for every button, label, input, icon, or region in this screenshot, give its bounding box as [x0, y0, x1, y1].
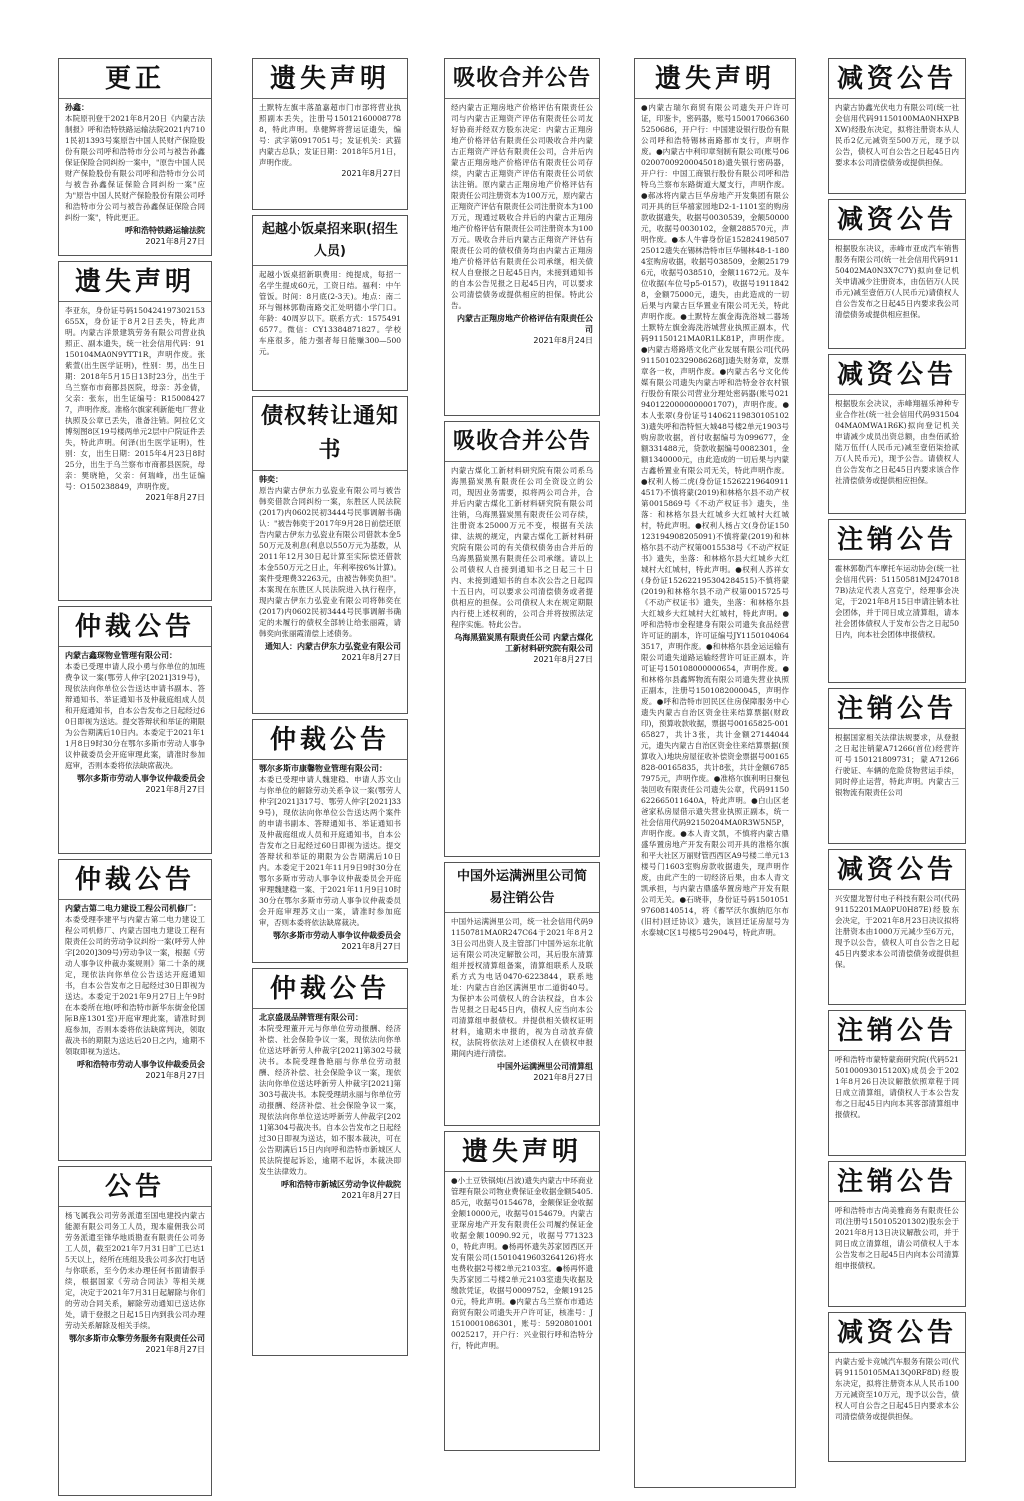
column-2	[252, 58, 408, 1361]
notice-title: 遗失声明	[269, 64, 390, 94]
divider	[445, 461, 599, 462]
divider	[829, 889, 965, 890]
divider	[445, 98, 599, 99]
divider	[59, 1206, 211, 1207]
notice-box	[58, 859, 212, 1161]
notice-title: 减资公告	[836, 205, 957, 235]
notice-title: 仲裁公告	[74, 612, 195, 642]
notice-box	[828, 58, 966, 194]
notice-title: 起越小饭桌招来职(招生人员)	[262, 222, 398, 259]
notice-signer: 呼和浩特铁路运输法院	[125, 226, 205, 235]
notice-body: 杨飞属我公司劳务派遣至国电建投内蒙古能源有限公司务工人员，现本雇佣我公司劳务派遣至锋华地质勘查有限责任公司务工人员，截至2021年7月31日旷工已达15天以上，经所在班组及我公司多次打电话与你联系，至今仍未办理任何书面请假手续，根据国家《劳动合同法》等相关规定，决定于2021年7月31日起解除与你们的劳动合同关系，解除劳动通知已送达你处，请于登报之日起15日内到我公司办理劳动关系解除及相关手续。	[65, 1211, 205, 1330]
notice-box	[58, 58, 212, 256]
divider	[59, 301, 211, 302]
divider	[253, 470, 407, 471]
notice-body: 内蒙古爱卡竞城汽车服务有限公司(代码91150105MA13Q0RF8D)经股东决定，拟将注册资本从人民币100万元减资至10万元，现予以公告，债权人可自公告之日起45日内要求本公司清偿债务或提供担保。	[835, 1357, 959, 1421]
notice-date: 2021年8月27日	[145, 493, 205, 502]
notice-addressee: 韩奕：	[259, 475, 283, 484]
divider	[829, 1201, 965, 1202]
divider	[829, 728, 965, 729]
notice-body: 根据股东会决议，赤峰翔福乐神种专业合作社(统一社会信用代码93150404MA0MWA1R6K)拟向登记机关申请减少成员出资总额，由叁佰贰拾陆万伍仟(人民币元)减至壹佰柒拾贰万(人民币元)，现予公告。请债权人自公告发布之日起45日内要求该合作社清偿债务或提供相应担保。	[835, 399, 959, 485]
notice-title: 注销公告	[836, 1016, 957, 1046]
notice-title: 遗失声明	[654, 64, 775, 94]
notice-body: 起越小饭桌招新职费用：纯提成，每招一名学生提成60元，工资日结。福利：中午管饭。时间：8月底(2-3天)。地点：南二环与锡林郭勒南路交汇处明德小学门口。年龄：40周岁以下。联系方式：15754916577。微信：CY13384871827。学校车座很多，能力强者每日能赚300—500元。	[259, 270, 401, 356]
notice-box	[252, 968, 408, 1356]
notice-signer: 鄂尔多斯市劳动人事争议仲裁委员会	[273, 931, 401, 940]
notice-box	[828, 1010, 966, 1156]
divider	[59, 899, 211, 900]
notice-signer: 呼和浩特市新城区劳动争议仲裁院	[281, 1180, 401, 1189]
divider	[829, 394, 965, 395]
notice-date: 2021年8月27日	[341, 169, 401, 178]
notice-title: 遗失声明	[461, 1137, 582, 1167]
notice-box	[828, 519, 966, 683]
divider	[445, 1171, 599, 1172]
notice-title: 仲裁公告	[269, 725, 390, 755]
notice-box	[634, 58, 796, 1488]
divider	[445, 912, 599, 913]
notice-box	[828, 688, 966, 844]
column-5	[828, 58, 966, 1467]
notice-box	[828, 1161, 966, 1307]
notice-body: 内蒙古协鑫光伏电力有限公司(统一社会信用代码91150100MA0NHXPBXW)经股东决定，拟将注册资本从人民币2亿元减资至500万元，现予以公告，债权人可自公告之日起45日内要求本公司清偿债务或提供担保。	[835, 103, 959, 167]
notice-box	[58, 1166, 212, 1496]
notice-box	[444, 862, 600, 1126]
notice-title: 仲裁公告	[269, 974, 390, 1004]
divider	[829, 1352, 965, 1353]
notice-box	[828, 1312, 966, 1462]
notice-addressee: 孙鑫：	[65, 103, 89, 112]
notice-box	[444, 421, 600, 857]
divider	[253, 759, 407, 760]
notice-title: 减资公告	[836, 360, 957, 390]
divider	[253, 1008, 407, 1009]
notice-title: 吸收合并公告	[452, 429, 591, 454]
notice-date: 2021年8月27日	[145, 785, 205, 794]
notice-body: 土默特左旗丰落盈嘉超市门市部将营业执照副本丢失，注册号150121600087788，特此声明。阜健辉将营运证遗失，编号：武字第0917051号；发证机关：武猫内蒙古总队；发证日期：2018年5月1日，声明作废。	[259, 103, 401, 167]
notice-body: 兴安盟龙智付电子科技有限公司(代码91152201MA0PU0H87E)经股东会决定，于2021年8月23日决议拟将注册资本由1000万元减少至6万元，现予以公告，债权人可自公告之日起45日内要求本公司清偿债务或提供担保。	[835, 894, 959, 969]
notice-date: 2021年8月27日	[145, 237, 205, 246]
divider	[829, 98, 965, 99]
notice-body: 本委已受理申请人魏建稳、申请人苏文山与你单位的解除劳动关系争议一案(鄂劳人仲字[2021]317号、鄂劳人仲字[2021]339号)，现依法向你单位公告送达两个案件的申请书副本、答辩通知书、举证通知书及仲裁庭组成人员和开庭通知书，自本公告发布之日起经过60日即视为送达。提交答辩状和举证的期限为公告期满后10日内。本委定于2021年11月9日9时30分在鄂尔多斯市劳动人事争议仲裁委员会开庭审理魏建稳一案、于2021年11月9日10时30分在鄂尔多斯市劳动人事争议仲裁委员会开庭审理苏文山一案，请准时参加庭审，否则本委将依法缺席裁决。	[259, 775, 401, 927]
notice-signer: 呼和浩特市劳动人事争议仲裁委员会	[77, 1060, 205, 1069]
notice-box	[828, 354, 966, 514]
notice-signer: 鄂尔多斯市劳动人事争议仲裁委员会	[77, 774, 205, 783]
notice-title: 遗失声明	[74, 267, 195, 297]
divider	[59, 646, 211, 647]
notice-body: 内蒙古煤化工新材料研究院有限公司系乌海黑猫炭黑有限责任公司全资设立的公司，现因业务需要，拟将两公司合并，合并后内蒙古煤化工新材料研究院有限公司注销，乌海黑猫炭黑有限责任公司存续，注册资本25000万元不变，根据有关法律、法规的规定，内蒙古煤化工新材料研究院有限公司的有关债权债务由合并后的乌海黑猫炭黑有限责任公司承继。请以上公司债权人自接到通知书之日起三十日内、未接到通知书的自本次公告之日起四十五日内，可以要求公司清偿债务或者提供相应的担保。公司债权人未在规定期限内行使上述权利的，公司合并将按照法定程序实施。特此公告。	[451, 466, 593, 629]
notice-signer: 乌海黑猫炭黑有限责任公司 内蒙古煤化工新材料研究院有限公司	[454, 633, 593, 653]
notice-box	[444, 1131, 600, 1451]
notice-body: 根据股东决议，赤峰市亚成汽车销售服务有限公司(统一社会信用代码91150402MA0N3X7C7Y)拟向登记机关申请减少注册资本，由伍佰万(人民币元)减至壹佰万(人民币元)请债权人自公告发布之日起45日内要求我公司清偿债务或提供相应担保。	[835, 244, 959, 319]
divider	[253, 98, 407, 99]
notice-body: 呼和浩特市蒙特蒙商研究院(代码52150100093015120X)成员会于2021年8月26日决议解散依照章程于同日成立清算组，请债权人于本公告发布之日起45日内向本其客部清算组申报债权。	[835, 1055, 959, 1119]
notice-title: 注销公告	[836, 694, 957, 724]
notice-body: 中国外运满洲里公司，统一社会信用代码91150781MA0R247C64于2021年8月23日公司出资人及主管部门中国外运东北航运有限公司决定解散公司，其后股东清算组并授权清算组备案，清算组联系人及联系方式为电话0470-6223844，联系地址：内蒙古自治区满洲里市二道街40号。为保护本公司债权人的合法权益，自本公告见报之日起45日内，债权人应当向本公司清算组申报债权。并提供相关债权证明材料，逾期未申报的，视为自动放弃债权，法院将依法对上述债权人在债权申报期间内进行清偿。	[451, 917, 593, 1058]
notice-box	[828, 199, 966, 349]
notice-signer: 中国外运满洲里公司清算组	[497, 1062, 593, 1071]
notice-date: 2021年8月27日	[341, 942, 401, 951]
notice-signer: 内蒙古正翔房地产价格评估有限责任公司	[457, 314, 593, 334]
notice-box	[444, 58, 600, 416]
notice-title: 吸收合并公告	[452, 66, 591, 91]
notice-box	[58, 606, 212, 854]
notice-body: 本委已受理申请人段小勇与你单位的加班费争议一案(鄂劳人仲字[2021]319号)，现依法向你单位公告送达申请书副本、答辩通知书、举证通知书及仲裁庭组成人员和开庭通知书，自本公告发布之日起经过60日即视为送达。提交答辩状和举证的期限为公告期满后10日内。本委定于2021年11月8日9时30分在鄂尔多斯市劳动人事争议仲裁委员会开庭审理此案，请准时参加庭审，否则本委将依法缺席裁决。	[65, 662, 205, 770]
notice-body: 本委受理李建平与内蒙古第二电力建设工程公司机修厂、内蒙古国电力建设工程有限责任公司的劳动争议纠纷一案(呼劳人仲字[2020]309号)劳动争议一案，根据《劳动人事争议仲裁办案规则》第二十条的规定，现依法向你单位公告送达开庭通知书，自本公告发布之日起经过30日即视为送达。本委定于2021年9月27日上午9时在本委所在地(呼和浩特市新华东街金伦国际B座1301室)开庭审理此案，请准时到庭参加，否则本委将依法缺席判决，领取裁决书的期限为送达后20日之内，逾期不领取即视为送达。	[65, 915, 205, 1056]
notice-body: 本院原刊登于2021年8月20日《内蒙古法制报》呼和浩特铁路运输法院2021内7101民初1393号案原告中国人民财产保险股份有限公司呼和浩特市分公司与被告孙鑫保证保险合同纠纷一案中，"原告中国人民财产保险股份有限公司呼和浩特市分公司与被告孙鑫保证保险合同纠纷一案"应为"原告中国人民财产保险股份有限公司呼和浩特市分公司与被告孙鑫保证保险合同纠纷一案"，特此更正。	[65, 114, 205, 222]
notice-date: 2021年8月27日	[341, 653, 401, 662]
divider	[829, 239, 965, 240]
notice-body: 经内蒙古正翔房地产价格评估有限责任公司与内蒙古正翔资产评估有限责任公司友好协商并经双方股东决定：内蒙古正翔房地产价格评估有限责任公司吸收合并内蒙古正翔资产评估有限责任公司，合并后内蒙古正翔房地产价格评估有限责任公司存续，内蒙古正翔资产评估有限责任公司依法注销。原内蒙古正翔房地产价格评估有限责任公司注册资本为100万元，原内蒙古正翔资产评估有限责任公司注册资本为100万元，现通过吸收合并后的内蒙古正翔房地产价格评估有限责任公司注册资本为100万元。吸收合并后内蒙古正翔资产评估有限责任公司的债权债务均由内蒙古正翔房地产价格评估有限责任公司承继，相关债权人自登报之日起45日内，未接到通知书的自本公告见报之日起45日内，可以要求公司清偿债务或提供相应的担保。特此公告。	[451, 103, 593, 310]
divider	[829, 559, 965, 560]
notice-body: 原告内蒙古伊东力弘瓷业有限公司与被告韩奕借款合同纠纷一案，东胜区人民法院(2017)内0602民初3444号民事调解书确认："被告韩奕于2017年9月28日前偿还原告内蒙古伊东力弘瓷业有限公司借款本金550万元及利息(利息以550万元为基数，从2011年12月30日起计算至实际偿还借款本金550万元之日止，年利率按6%计算)。案件受理费32263元，由被告韩奕负担"。本案现在东胜区人民法院进入执行程序，现内蒙古伊东力弘瓷业有限公司将韩奕在(2017)内0602民初3444号民事调解书确定的未履行的债权全部转让给张丽霞，请韩奕向张丽霞清偿上述债务。	[259, 486, 401, 638]
divider	[59, 98, 211, 99]
notice-date: 2021年8月27日	[533, 655, 593, 664]
notice-box	[252, 396, 408, 714]
divider	[635, 98, 795, 99]
notice-title: 减资公告	[836, 64, 957, 94]
notice-title: 注销公告	[836, 1167, 957, 1197]
notice-title: 减资公告	[836, 1318, 957, 1348]
notice-box	[252, 719, 408, 963]
notice-body: 本院受理董开元与你单位劳动报酬、经济补偿、社会保险争议一案，现依法向你单位送达呼新劳人仲裁字[2021]第302号裁决书。本院受理鲁艳丽与你单位劳动报酬、经济补偿、社会保险争议一案，现依法向你单位送达呼新劳人仲裁字[2021]第303号裁决书。本院受理胡永丽与你单位劳动报酬、经济补偿、社会保险争议一案，现依法向你单位送达呼新劳人仲裁字[2021]第304号裁决书。自本公告发布之日起经过30日即视为送达，如不服本裁决，可在公告期满后15日内向呼和浩特市新城区人民法院提起诉讼，逾期不起诉，本裁决即发生法律效力。	[259, 1024, 402, 1176]
notice-date: 2021年8月24日	[533, 336, 593, 345]
notice-title: 注销公告	[836, 525, 957, 555]
notice-title: 更正	[104, 64, 165, 94]
notice-body: 霍林郭勒汽车摩托车运动协会(统一社会信用代码：51150581MJ2470187B)法定代表人宫克宁，经理事会决定，于2021年8月15日申请注销本社会团体，并于同日成立清算组，请本社会团体债权人于发布公告之日起50日内，向本社会团体申报债权。	[835, 564, 959, 639]
notice-date: 2021年8月27日	[145, 1345, 205, 1354]
notice-body: ●内蒙古瑞尔商贸有限公司遗失开户许可证，印鉴卡，密码器，账号1500170663605250686，开户行：中国建设银行股份有限公司呼和浩特锡林南路都市支行，声明作废。●内蒙古中利印章刻制有限公司(账号0602007009200045018)遗失银行密码器，开户行：中国工商银行股份有限公司呼和浩特乌兰察布东路街道大厦支行，声明作废。●郝冰将内蒙古巨华房地产开发集团有限公司开具的巨华禧家园地D2-1-1101室的购房款收据遗失，收据号0030539，金额50000元，收据号0030102，金额288570元，声明作废。●本人牛睿身份证15282419850725012遗失在锡林浩特市巨华锡林48-1-1804室购房收据，收据号038509，金额251796元，收据号038510，金额11672元。及车位收据(车位号p5-0157)，收据号19118428，金额75000元，遗失，由此造成的一切后果与内蒙古巨华置业有限公司无关，特此声明作废。●土默特左旗金海洗浴城二器场土默特左旗金海洗浴城营业执照正副本，代码91150121MA0R1LK81P，声明作废。●内蒙古塔路塔文化产业发展有限公司[代码91150102329086268J]遗失财务章，发票章各一枚，声明作废。●内蒙古名兮文化传媒有限公司遗失内蒙古呼和浩特金谷农村银行股份有限公司营业分理处密码器(账号0219401220000000001707)，声明作废。●本人张翠(身份证号140621198301051023)遗失呼和浩特恒大城48号楼2单元1903号购房款收据，首付收据编号为099677，金额331488元，贷款收据编号0082301，金额1340000元，由此造成的一切后果与内蒙古鑫桥置业有限公司无关，特此声明作废。●权利人杨二虎(身份证152622196409114517)不慎将蒙(2019)和林格尔县不动产权第0015869号《不动产权证书》遗失，坐落：和林格尔县大红城乡大红城村大红城村，特此声明。●权利人杨占文(身份证150123194908205091)不慎将蒙(2019)和林格尔县不动产权第0015538号《不动产权证书》遗失，坐落：和林格尔县大红城乡大红城村大红城村，特此声明。●权利人苏祥女(身份证152622195304284515)不慎将蒙(2019)和林格尔县不动产权第0015725号《不动产权证书》遗失，坐落：和林格尔县大红城乡大红城村大红城村，特此声明。●呼和浩特市金程建身有限公司遗失食品经营许可证的副本，许可证编号JY11501040643517，声明作废。●和林格尔县金运运输有限公司遗失道路运输经营许可证正副本，许可证号150108000000654，声明作废。●和林格尔县鑫辉物流有限公司遗失营业执照正副本，注册号1501082000045，声明作废。●呼和浩特市回民区住房保障服务中心遗失内蒙古自治区资金往来结算票据(财政印)，预算收款收据，票据号00165825-00165827，共计3张，共计金额27144044元，遗失内蒙古自治区资金往来结算票据(预算收入)地块房屋征收补偿资金票据号00165828-00165835，共计8张，共计金额67857975元，声明作废。●准格尔旗利明日聚包装回收有限责任公司遗失公章，代码91150622665011640A，特此声明。●白山区老爸家私房屋借示遗失营业执照正副本，统一社会信用代码92150204MA0R3W5N5P，声明作废。●本人青文凯，不慎将内蒙古鼎盛华置房地产开发有限公司开具的准格尔旗和平大社区万丽财管西西区A9号楼二单元13楼号门1603室购房款收据遗失，现声明作废，由此产生的一切经济后果，由本人青文凯承担，与内蒙古鼎盛华置房地产开发有限公司无关。●石晓菲，身份证号码150105197608140514，将《蓄罕沃尔旗纳厄尔布(旧村)回迁协议》遗失，该回迁证房屋号为水泰城C区1号楼5号2904号，特此声明。	[641, 103, 789, 937]
notice-body: 呼和浩特市古尚美雅商务有限责任公司(注册号150105201302)股东会于2021年8月13日决议解散公司，并于同日成立清算组，请公司债权人于本公告发布之日起45日内向本公司清算组申报债权。	[835, 1206, 959, 1270]
notice-signer: 通知人：内蒙古伊东力弘瓷业有限公司	[265, 642, 401, 651]
column-4	[634, 58, 796, 1493]
notice-body: 根据国家相关法律法规要求，从登报之日起注销蒙A71266(首位)经营许可号150121809731；蒙A71266行驶证、车辆的危险货物营运手续，同时停止运营，特此声明。内蒙古三银物流有限责任公司	[835, 733, 959, 797]
notice-addressee: 鄂尔多斯市康馨物业管理有限公司：	[259, 764, 387, 773]
divider	[253, 265, 407, 266]
notice-title: 中国外运满洲里公司简易注销公告	[456, 869, 587, 906]
notice-date: 2021年8月27日	[145, 1071, 205, 1080]
notice-body: 李亚东，身份证号码150424197302153655X，身份证于8月2日丢失，特此声明。内蒙古洋景建筑劳务有限公司营业执照正、副本遗失，统一社会信用代码：91150104MA0N9YTT1R，声明作废。张紫萱(出生医学证明)，性别：男，出生日期：2018年5月15日13时23分，出生于乌兰察布市商都县医院，母亲：苏金倩，父亲：张东，出生证编号：R150084277，声明作废。准格尔旗家利新能电厂营业执照及公章已丢失，准备注销。阿拉亿文博刻图8区19号楼两单元2层中户院证件丢失，特此声明。何泽(出生医学证明)，性别：女，出生日期：2015年4月23日8时25分，出生于乌兰察布市商都县医院，母亲：樊晓艳，父亲：何瑞峰，出生证编号：O150238849，声明作废。	[65, 306, 205, 491]
notice-title: 减资公告	[836, 855, 957, 885]
notice-box	[828, 849, 966, 1005]
notice-addressee: 内蒙古鑫琛物业管理有限公司：	[65, 651, 177, 660]
notice-title: 公告	[104, 1172, 165, 1202]
divider	[829, 1050, 965, 1051]
notice-signer: 鄂尔多斯市众擎劳务服务有限责任公司	[69, 1334, 205, 1343]
notice-box	[252, 58, 408, 210]
notice-date: 2021年8月27日	[533, 1073, 593, 1082]
notice-addressee: 内蒙古第二电力建设工程公司机修厂：	[65, 904, 201, 913]
column-3	[444, 58, 600, 1456]
column-1	[58, 58, 212, 1501]
notice-body: ●小土豆铁锅炖(吕波)遗失内蒙古中环商业管理有限公司物业费保证金收据金额5405.85元，收据号0154678，金额保证金收据金额10000元，收据号0154679。内蒙古亚琛房地产开发有限责任公司履约保证金收据金额10090.92元，收据号7713230，特此声明。●杨再怀遗失苏家园西区开发有限公司(15010419603264126)将水电费收据2号楼2单元2103室。●杨再怀遗失苏家园二号楼2单元2103室遗失收据及缴款凭证，收据号0009752，金额191250元，特此声明。●内蒙古乌兰察布市通达商贸有限公司遗失开户许可证，核准号：J1510001086301，账号：59208010010025217，开户行：兴业银行呼和浩特分行，特此声明。	[451, 1176, 593, 1350]
notice-box	[58, 261, 212, 601]
notice-title: 债权转让通知书	[260, 404, 399, 463]
notice-title: 仲裁公告	[74, 865, 195, 895]
notice-box	[252, 215, 408, 391]
notice-date: 2021年8月27日	[341, 1191, 401, 1200]
notice-addressee: 北京盛晟品牌管理有限公司：	[259, 1013, 363, 1022]
